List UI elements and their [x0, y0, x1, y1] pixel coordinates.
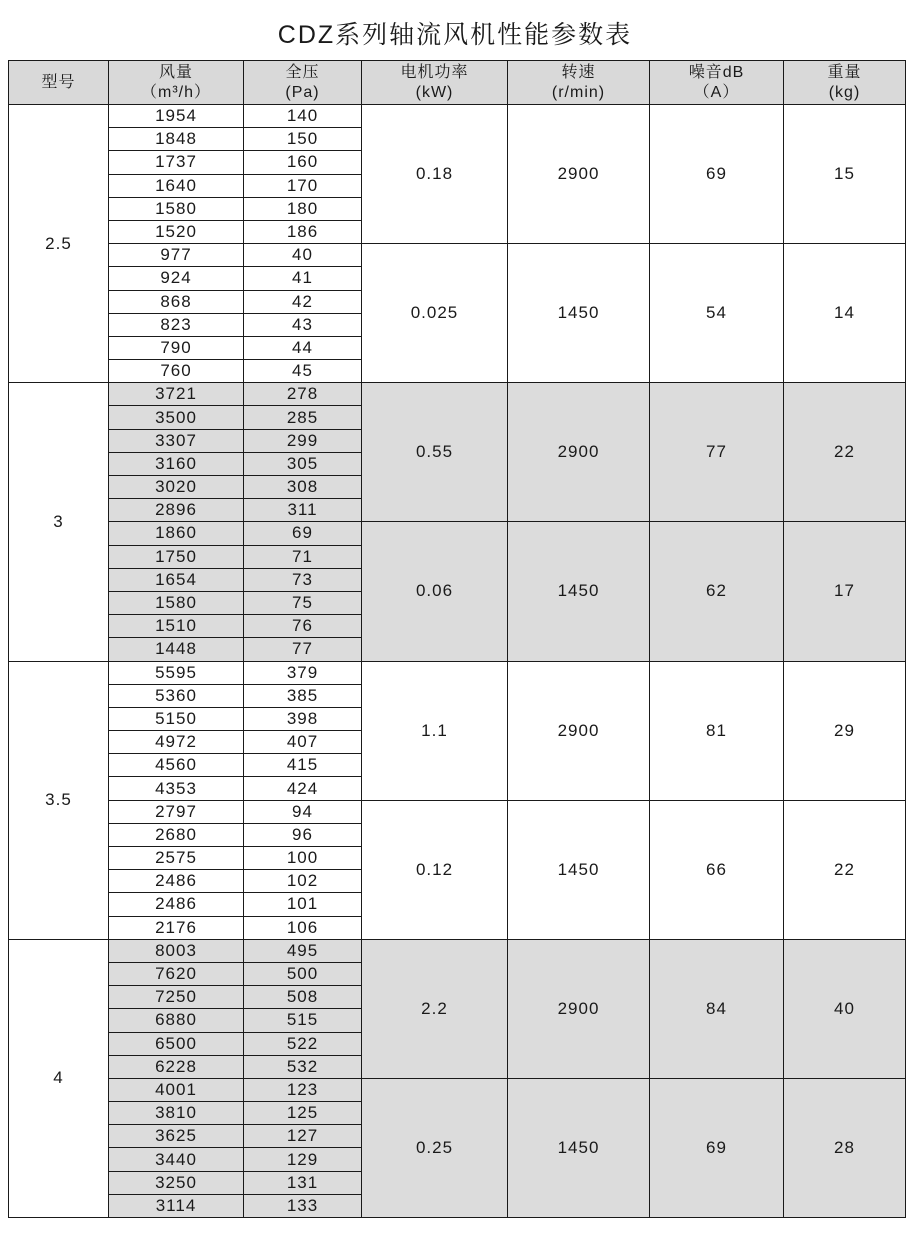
motor-power-cell: 2.2	[362, 939, 508, 1078]
pressure-cell: 515	[244, 1009, 362, 1032]
speed-cell: 2900	[508, 105, 650, 244]
airflow-cell: 1848	[109, 128, 244, 151]
airflow-cell: 1520	[109, 220, 244, 243]
airflow-cell: 4560	[109, 754, 244, 777]
airflow-cell: 1954	[109, 105, 244, 128]
weight-cell: 17	[784, 522, 906, 661]
speed-cell: 1450	[508, 522, 650, 661]
header-airflow-label: 风量	[158, 63, 193, 81]
pressure-cell: 76	[244, 615, 362, 638]
table-row	[9, 939, 906, 962]
airflow-cell: 4001	[109, 1078, 244, 1101]
header-speed-unit: (r/min)	[551, 83, 606, 101]
airflow-cell: 3721	[109, 383, 244, 406]
header-airflow-unit: （m³/h）	[140, 83, 211, 101]
airflow-cell: 790	[109, 336, 244, 359]
pressure-cell: 131	[244, 1171, 362, 1194]
header-motor-power-unit: (kW)	[415, 83, 454, 101]
motor-power-cell: 0.25	[362, 1078, 508, 1217]
airflow-cell: 2486	[109, 893, 244, 916]
header-weight-unit: (kg)	[828, 83, 861, 101]
airflow-cell: 7620	[109, 962, 244, 985]
airflow-cell: 1750	[109, 545, 244, 568]
noise-cell: 54	[650, 244, 784, 383]
airflow-cell: 3160	[109, 452, 244, 475]
pressure-cell: 96	[244, 823, 362, 846]
header-pressure-unit: (Pa)	[285, 83, 320, 101]
airflow-cell: 7250	[109, 986, 244, 1009]
pressure-cell: 415	[244, 754, 362, 777]
pressure-cell: 285	[244, 406, 362, 429]
header-model	[9, 61, 109, 105]
table-row	[9, 522, 906, 545]
noise-cell: 69	[650, 105, 784, 244]
pressure-cell: 40	[244, 244, 362, 267]
pressure-cell: 71	[244, 545, 362, 568]
airflow-cell: 5150	[109, 707, 244, 730]
airflow-cell: 5595	[109, 661, 244, 684]
speed-cell: 2900	[508, 383, 650, 522]
model-cell: 2.5	[9, 105, 109, 383]
airflow-cell: 1654	[109, 568, 244, 591]
noise-cell: 66	[650, 800, 784, 939]
pressure-cell: 94	[244, 800, 362, 823]
pressure-cell: 127	[244, 1125, 362, 1148]
pressure-cell: 278	[244, 383, 362, 406]
airflow-cell: 6880	[109, 1009, 244, 1032]
airflow-cell: 4353	[109, 777, 244, 800]
motor-power-cell: 1.1	[362, 661, 508, 800]
header-noise-unit: （A）	[693, 83, 740, 101]
pressure-cell: 102	[244, 870, 362, 893]
pressure-cell: 305	[244, 452, 362, 475]
airflow-cell: 924	[109, 267, 244, 290]
pressure-cell: 407	[244, 731, 362, 754]
pressure-cell: 424	[244, 777, 362, 800]
airflow-cell: 3810	[109, 1102, 244, 1125]
pressure-cell: 44	[244, 336, 362, 359]
airflow-cell: 1640	[109, 174, 244, 197]
pressure-cell: 101	[244, 893, 362, 916]
table-row	[9, 800, 906, 823]
header-noise-label: 噪音dB	[688, 63, 745, 81]
speed-cell: 2900	[508, 661, 650, 800]
airflow-cell: 2680	[109, 823, 244, 846]
airflow-cell: 1448	[109, 638, 244, 661]
pressure-cell: 308	[244, 476, 362, 499]
noise-cell: 77	[650, 383, 784, 522]
pressure-cell: 522	[244, 1032, 362, 1055]
pressure-cell: 125	[244, 1102, 362, 1125]
pressure-cell: 129	[244, 1148, 362, 1171]
airflow-cell: 3020	[109, 476, 244, 499]
speed-cell: 1450	[508, 1078, 650, 1217]
table-row	[9, 1078, 906, 1101]
pressure-cell: 508	[244, 986, 362, 1009]
motor-power-cell: 0.025	[362, 244, 508, 383]
table-row	[9, 383, 906, 406]
airflow-cell: 760	[109, 360, 244, 383]
model-cell: 4	[9, 939, 109, 1217]
noise-cell: 62	[650, 522, 784, 661]
pressure-cell: 495	[244, 939, 362, 962]
header-pressure	[244, 61, 362, 105]
motor-power-cell: 0.06	[362, 522, 508, 661]
pressure-cell: 43	[244, 313, 362, 336]
header-motor-power-label: 电机功率	[400, 63, 469, 81]
header-row	[9, 61, 906, 105]
weight-cell: 29	[784, 661, 906, 800]
pressure-cell: 379	[244, 661, 362, 684]
motor-power-cell: 0.18	[362, 105, 508, 244]
pressure-cell: 73	[244, 568, 362, 591]
airflow-cell: 3500	[109, 406, 244, 429]
speed-cell: 2900	[508, 939, 650, 1078]
speed-cell: 1450	[508, 800, 650, 939]
pressure-cell: 77	[244, 638, 362, 661]
pressure-cell: 100	[244, 847, 362, 870]
pressure-cell: 299	[244, 429, 362, 452]
airflow-cell: 1860	[109, 522, 244, 545]
pressure-cell: 133	[244, 1194, 362, 1217]
pressure-cell: 69	[244, 522, 362, 545]
airflow-cell: 3307	[109, 429, 244, 452]
pressure-cell: 150	[244, 128, 362, 151]
airflow-cell: 5360	[109, 684, 244, 707]
pressure-cell: 180	[244, 197, 362, 220]
airflow-cell: 977	[109, 244, 244, 267]
airflow-cell: 3625	[109, 1125, 244, 1148]
table-row	[9, 661, 906, 684]
airflow-cell: 2176	[109, 916, 244, 939]
weight-cell: 40	[784, 939, 906, 1078]
pressure-cell: 140	[244, 105, 362, 128]
header-motor-power	[362, 61, 508, 105]
airflow-cell: 6500	[109, 1032, 244, 1055]
header-weight-label: 重量	[827, 63, 862, 81]
pressure-cell: 123	[244, 1078, 362, 1101]
table-header	[9, 61, 906, 105]
pressure-cell: 311	[244, 499, 362, 522]
airflow-cell: 3250	[109, 1171, 244, 1194]
motor-power-cell: 0.55	[362, 383, 508, 522]
model-cell: 3	[9, 383, 109, 661]
header-speed	[508, 61, 650, 105]
speed-cell: 1450	[508, 244, 650, 383]
airflow-cell: 3114	[109, 1194, 244, 1217]
pressure-cell: 398	[244, 707, 362, 730]
model-cell: 3.5	[9, 661, 109, 939]
airflow-cell: 1510	[109, 615, 244, 638]
noise-cell: 81	[650, 661, 784, 800]
pressure-cell: 41	[244, 267, 362, 290]
weight-cell: 22	[784, 383, 906, 522]
pressure-cell: 75	[244, 591, 362, 614]
pressure-cell: 106	[244, 916, 362, 939]
pressure-cell: 385	[244, 684, 362, 707]
weight-cell: 22	[784, 800, 906, 939]
pressure-cell: 45	[244, 360, 362, 383]
noise-cell: 84	[650, 939, 784, 1078]
airflow-cell: 2575	[109, 847, 244, 870]
table-row	[9, 244, 906, 267]
airflow-cell: 3440	[109, 1148, 244, 1171]
pressure-cell: 42	[244, 290, 362, 313]
airflow-cell: 2486	[109, 870, 244, 893]
header-pressure-label: 全压	[285, 63, 320, 81]
weight-cell: 28	[784, 1078, 906, 1217]
spec-table	[8, 60, 906, 1218]
airflow-cell: 4972	[109, 731, 244, 754]
pressure-cell: 170	[244, 174, 362, 197]
airflow-cell: 1580	[109, 197, 244, 220]
airflow-cell: 2896	[109, 499, 244, 522]
table-row	[9, 105, 906, 128]
pressure-cell: 186	[244, 220, 362, 243]
header-airflow	[109, 61, 244, 105]
header-model-label: 型号	[41, 73, 76, 91]
airflow-cell: 1580	[109, 591, 244, 614]
airflow-cell: 868	[109, 290, 244, 313]
noise-cell: 69	[650, 1078, 784, 1217]
header-speed-label: 转速	[561, 63, 596, 81]
airflow-cell: 1737	[109, 151, 244, 174]
weight-cell: 15	[784, 105, 906, 244]
motor-power-cell: 0.12	[362, 800, 508, 939]
header-noise	[650, 61, 784, 105]
weight-cell: 14	[784, 244, 906, 383]
airflow-cell: 2797	[109, 800, 244, 823]
header-weight	[784, 61, 906, 105]
airflow-cell: 6228	[109, 1055, 244, 1078]
pressure-cell: 500	[244, 962, 362, 985]
airflow-cell: 823	[109, 313, 244, 336]
pressure-cell: 160	[244, 151, 362, 174]
table-body	[9, 105, 906, 1218]
airflow-cell: 8003	[109, 939, 244, 962]
page-title: CDZ系列轴流风机性能参数表	[277, 21, 633, 49]
pressure-cell: 532	[244, 1055, 362, 1078]
